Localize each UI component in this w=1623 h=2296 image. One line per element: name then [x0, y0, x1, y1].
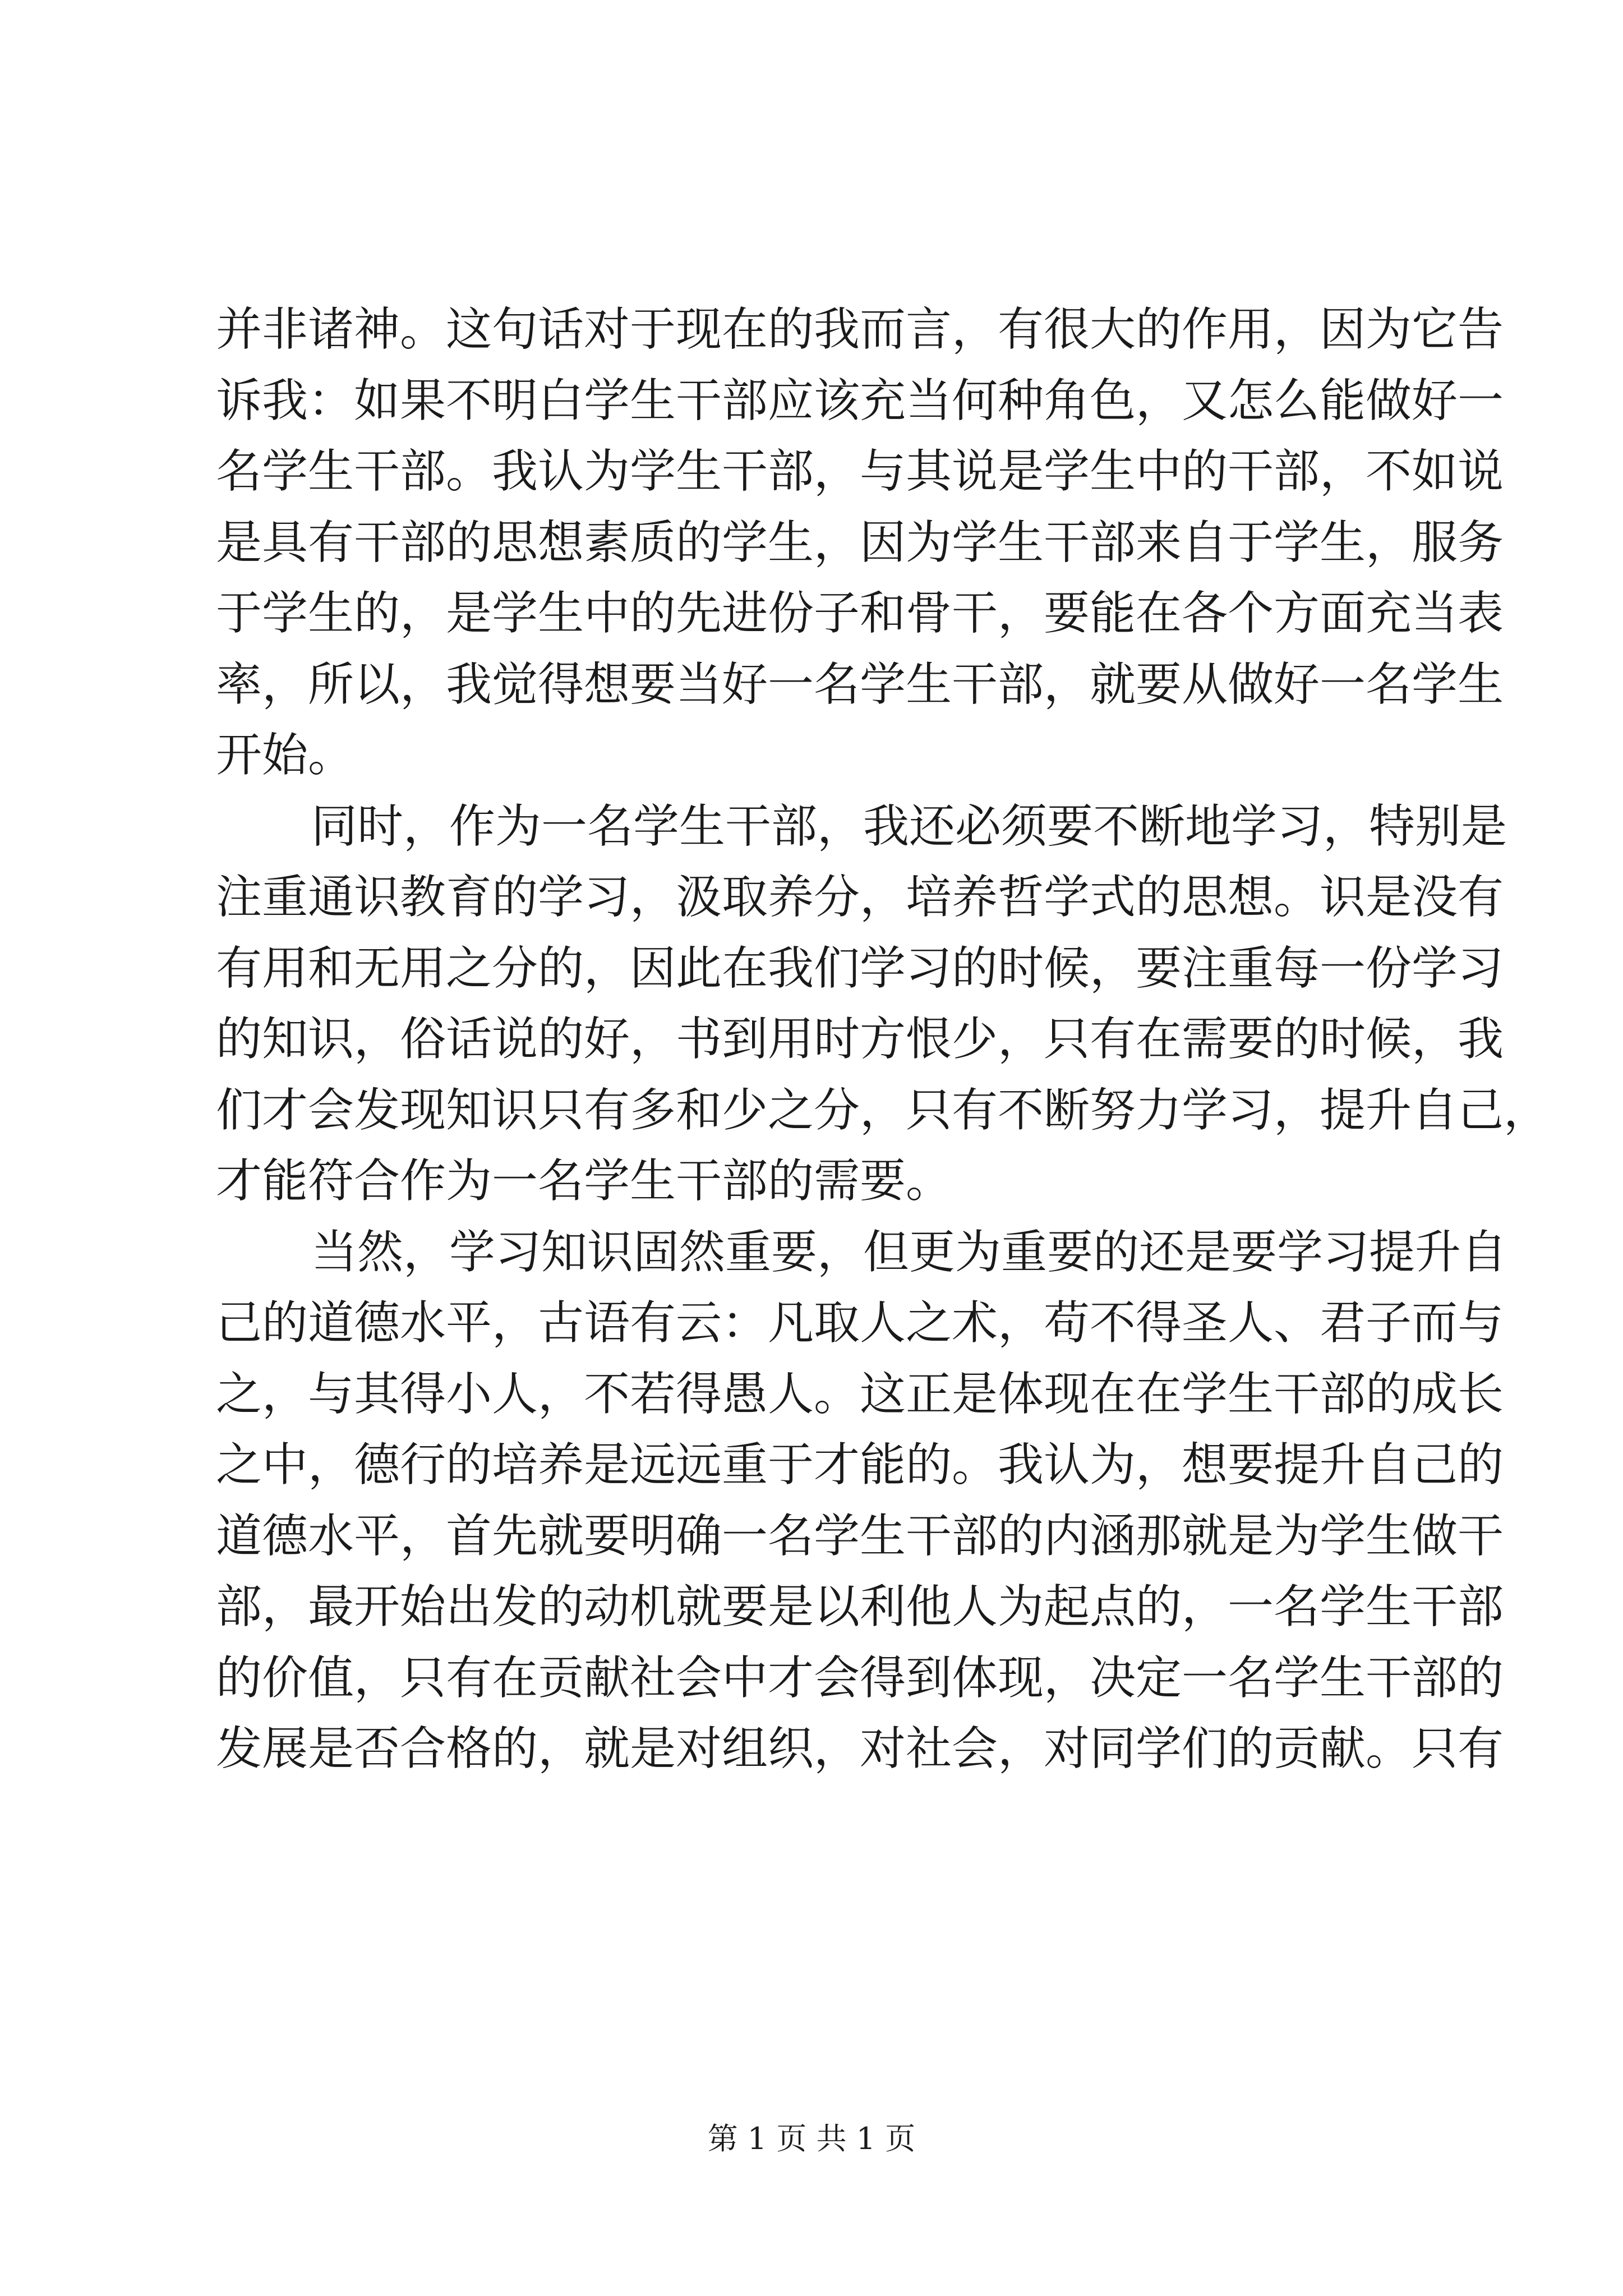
text-line: 率，所以，我觉得想要当好一名学生干部，就要从做好一名学生 [216, 657, 1504, 711]
text-line: 并非诸神。这句话对于现在的我而言，有很大的作用，因为它告 [216, 303, 1504, 356]
text-line: 注重通识教育的学习，汲取养分，培养哲学式的思想。识是没有 [216, 871, 1504, 924]
page-number-label: 第 1 页 共 1 页 [707, 2121, 916, 2156]
text-line: 的价值，只有在贡献社会中才会得到体现，决定一名学生干部的 [216, 1651, 1504, 1705]
text-line: 的知识，俗话说的好，书到用时方恨少，只有在需要的时候，我 [216, 1013, 1504, 1066]
page-footer [0, 2115, 1623, 2158]
text-line: 是具有干部的思想素质的学生，因为学生干部来自于学生，服务 [216, 516, 1504, 569]
paragraph-first-line: 同时，作为一名学生干部，我还必须要不断地学习，特别是 [311, 799, 1507, 853]
text-line: 于学生的，是学生中的先进份子和骨干，要能在各个方面充当表 [216, 587, 1504, 640]
text-line: 诉我：如果不明白学生干部应该充当何种角色，又怎么能做好一 [216, 374, 1504, 427]
text-line: 开始。 [216, 729, 354, 782]
text-line: 们才会发现知识只有多和少之分，只有不断努力学习，提升自己， [216, 1083, 1550, 1137]
text-line: 己的道德水平，古语有云：凡取人之术，苟不得圣人、君子而与 [216, 1296, 1504, 1350]
text-line: 有用和无用之分的，因此在我们学习的时候，要注重每一份学习 [216, 941, 1504, 995]
paragraph-first-line: 当然，学习知识固然重要，但更为重要的还是要学习提升自 [311, 1225, 1507, 1279]
body-text [216, 295, 1550, 1785]
text-line: 名学生干部。我认为学生干部，与其说是学生中的干部，不如说 [216, 445, 1504, 498]
text-line: 道德水平，首先就要明确一名学生干部的内涵那就是为学生做干 [216, 1509, 1504, 1563]
text-line: 才能符合作为一名学生干部的需要。 [216, 1154, 952, 1208]
text-line: 之，与其得小人，不若得愚人。这正是体现在在学生干部的成长 [216, 1367, 1504, 1421]
text-line: 发展是否合格的，就是对组织，对社会，对同学们的贡献。只有 [216, 1722, 1504, 1775]
text-line: 之中，德行的培养是远远重于才能的。我认为，想要提升自己的 [216, 1438, 1504, 1492]
text-line: 部，最开始出发的动机就要是以利他人为起点的，一名学生干部 [216, 1580, 1504, 1634]
